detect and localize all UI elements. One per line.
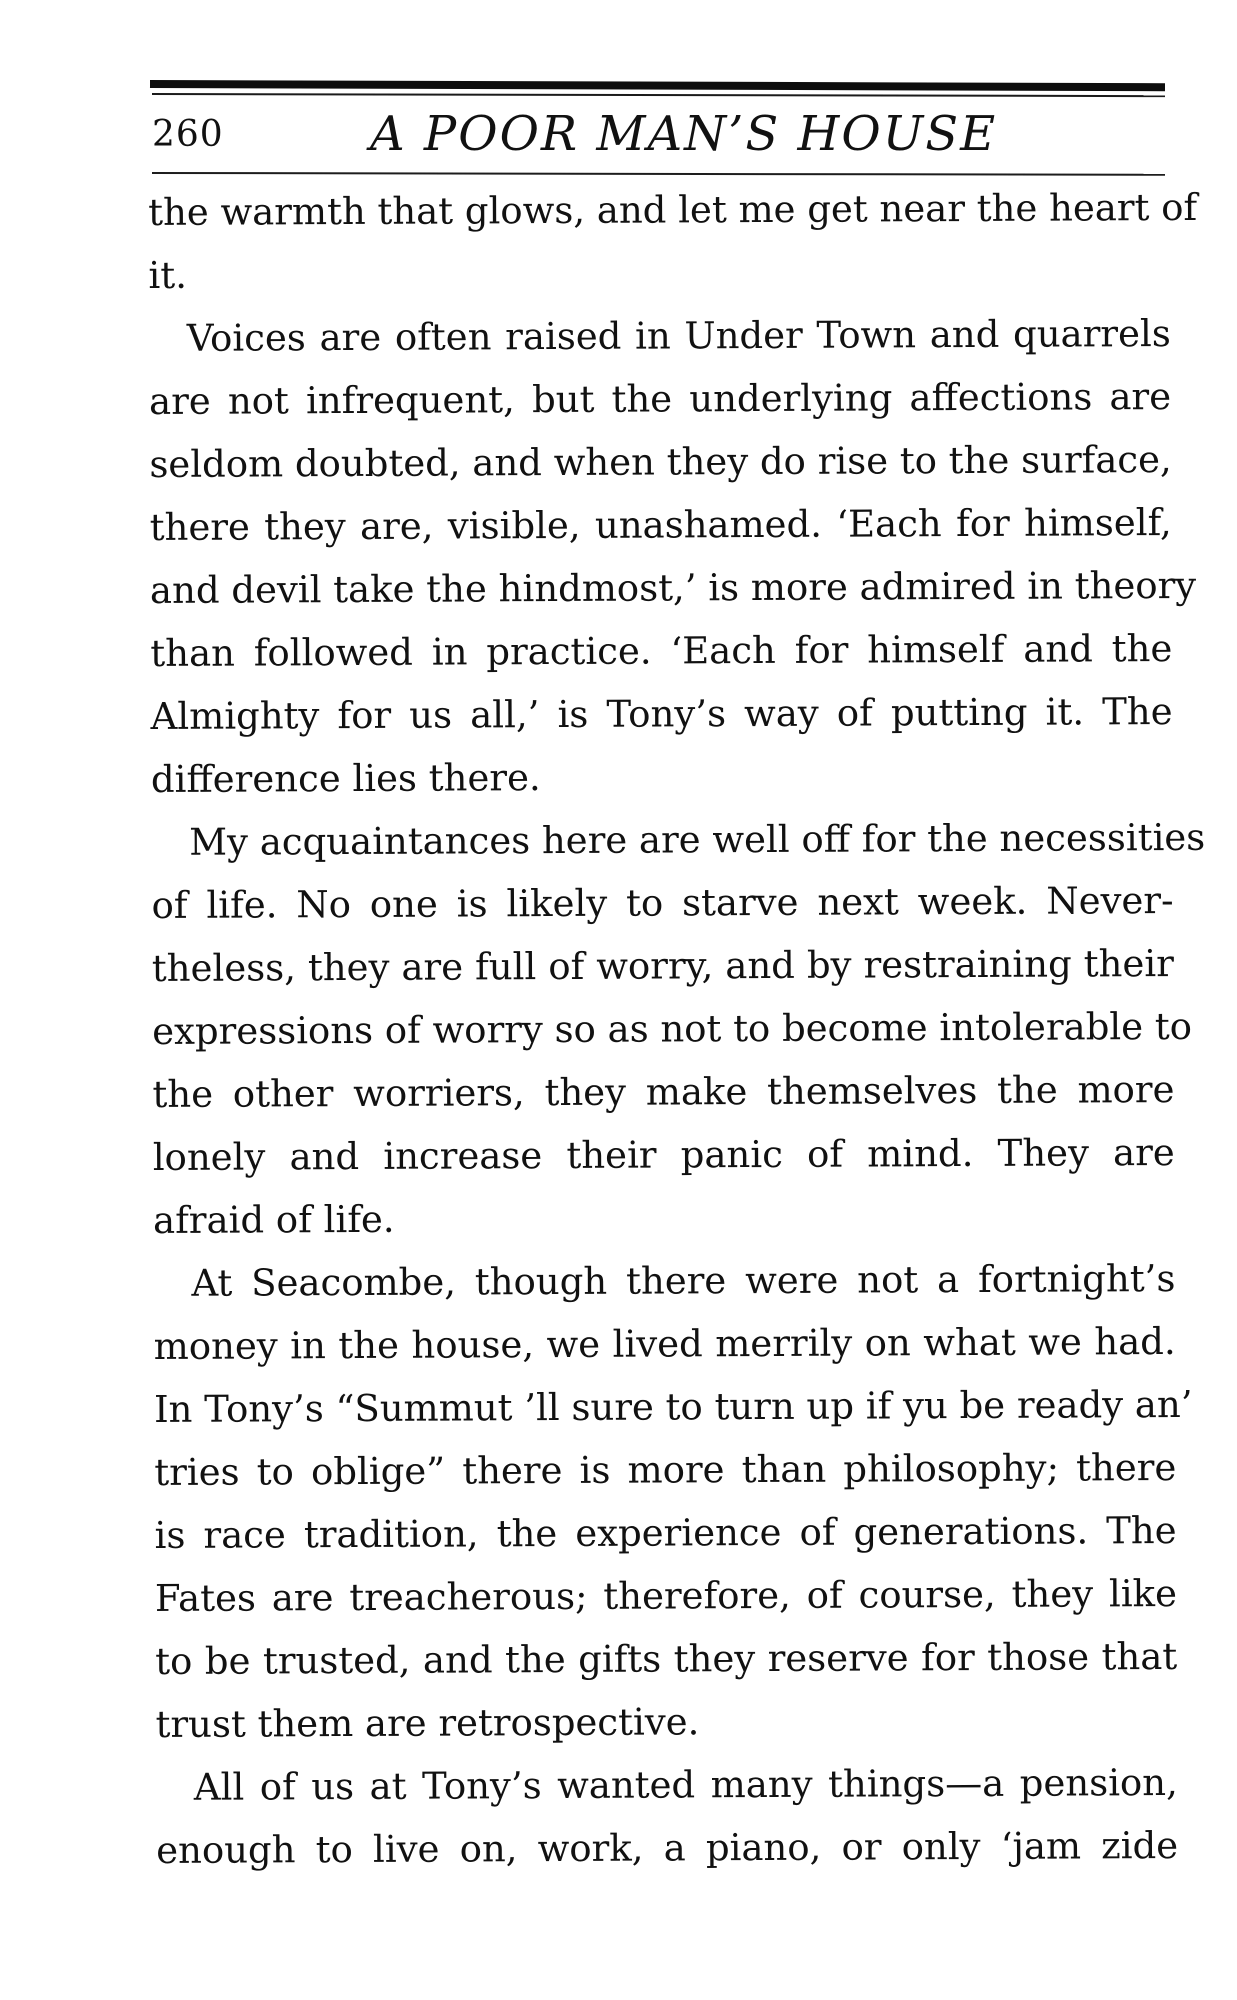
- text-line: tries to oblige” there is more than philosophy; there: [154, 1445, 1177, 1494]
- text-line: of life. No one is likely to starve next week. Never-: [151, 878, 1174, 927]
- text-line: are not infrequent, but the underlying affections are: [148, 375, 1172, 423]
- paragraph-start-line: All of us at Tony’s wanted many things—a pension,: [193, 1760, 1178, 1809]
- text-line: In Tony’s “Summut ’ll sure to turn up if yu be ready an’: [153, 1382, 1193, 1431]
- header-top-rule-thin: [152, 93, 1165, 97]
- paragraph-start-line: My acquaintances here are well off for the necessities: [189, 815, 1206, 864]
- text-line: there they are, visible, unashamed. ‘Each for himself,: [149, 501, 1172, 549]
- header-bottom-rule: [152, 172, 1165, 176]
- page-header: [150, 104, 1165, 166]
- text-line: difference lies there.: [150, 756, 541, 801]
- text-line: to be trusted, and the gifts they reserve for those that: [155, 1634, 1178, 1683]
- text-line: it.: [148, 253, 188, 297]
- text-line: the warmth that glows, and let me get near the heart of: [148, 185, 1198, 234]
- text-line: lonely and increase their panic of mind. They are: [152, 1130, 1175, 1179]
- text-line: is race tradition, the experience of generations. The: [154, 1508, 1177, 1557]
- paragraph-start-line: At Seacombe, though there were not a fortnight’s: [191, 1256, 1176, 1305]
- text-line: trust them are retrospective.: [155, 1700, 700, 1746]
- page-number: 260: [152, 114, 224, 155]
- header-top-rule-thick: [150, 80, 1165, 91]
- text-line: theless, they are full of worry, and by restraining their: [151, 941, 1174, 990]
- body-text: [148, 176, 1206, 1882]
- text-line: the other worriers, they make themselves the more: [152, 1067, 1175, 1116]
- text-line: enough to live on, work, a piano, or only ‘jam zide: [156, 1823, 1179, 1872]
- paragraph-start-line: Voices are often raised in Under Town and quarrels: [186, 312, 1171, 360]
- text-line: afraid of life.: [152, 1197, 395, 1242]
- text-line: money in the house, we lived merrily on what we had.: [153, 1319, 1176, 1368]
- text-line: seldom doubted, and when they do rise to the surface,: [149, 438, 1172, 486]
- text-line: than followed in practice. ‘Each for himself and the: [150, 627, 1173, 675]
- running-title: A POOR MAN’S HOUSE: [370, 106, 998, 162]
- text-line: expressions of worry so as not to become intolerable to: [152, 1004, 1193, 1053]
- text-line: Almighty for us all,’ is Tony’s way of putting it. The: [150, 689, 1173, 738]
- text-line: Fates are treacherous; therefore, of course, they like: [154, 1571, 1178, 1620]
- text-line: and devil take the hindmost,’ is more admired in theory: [149, 563, 1197, 612]
